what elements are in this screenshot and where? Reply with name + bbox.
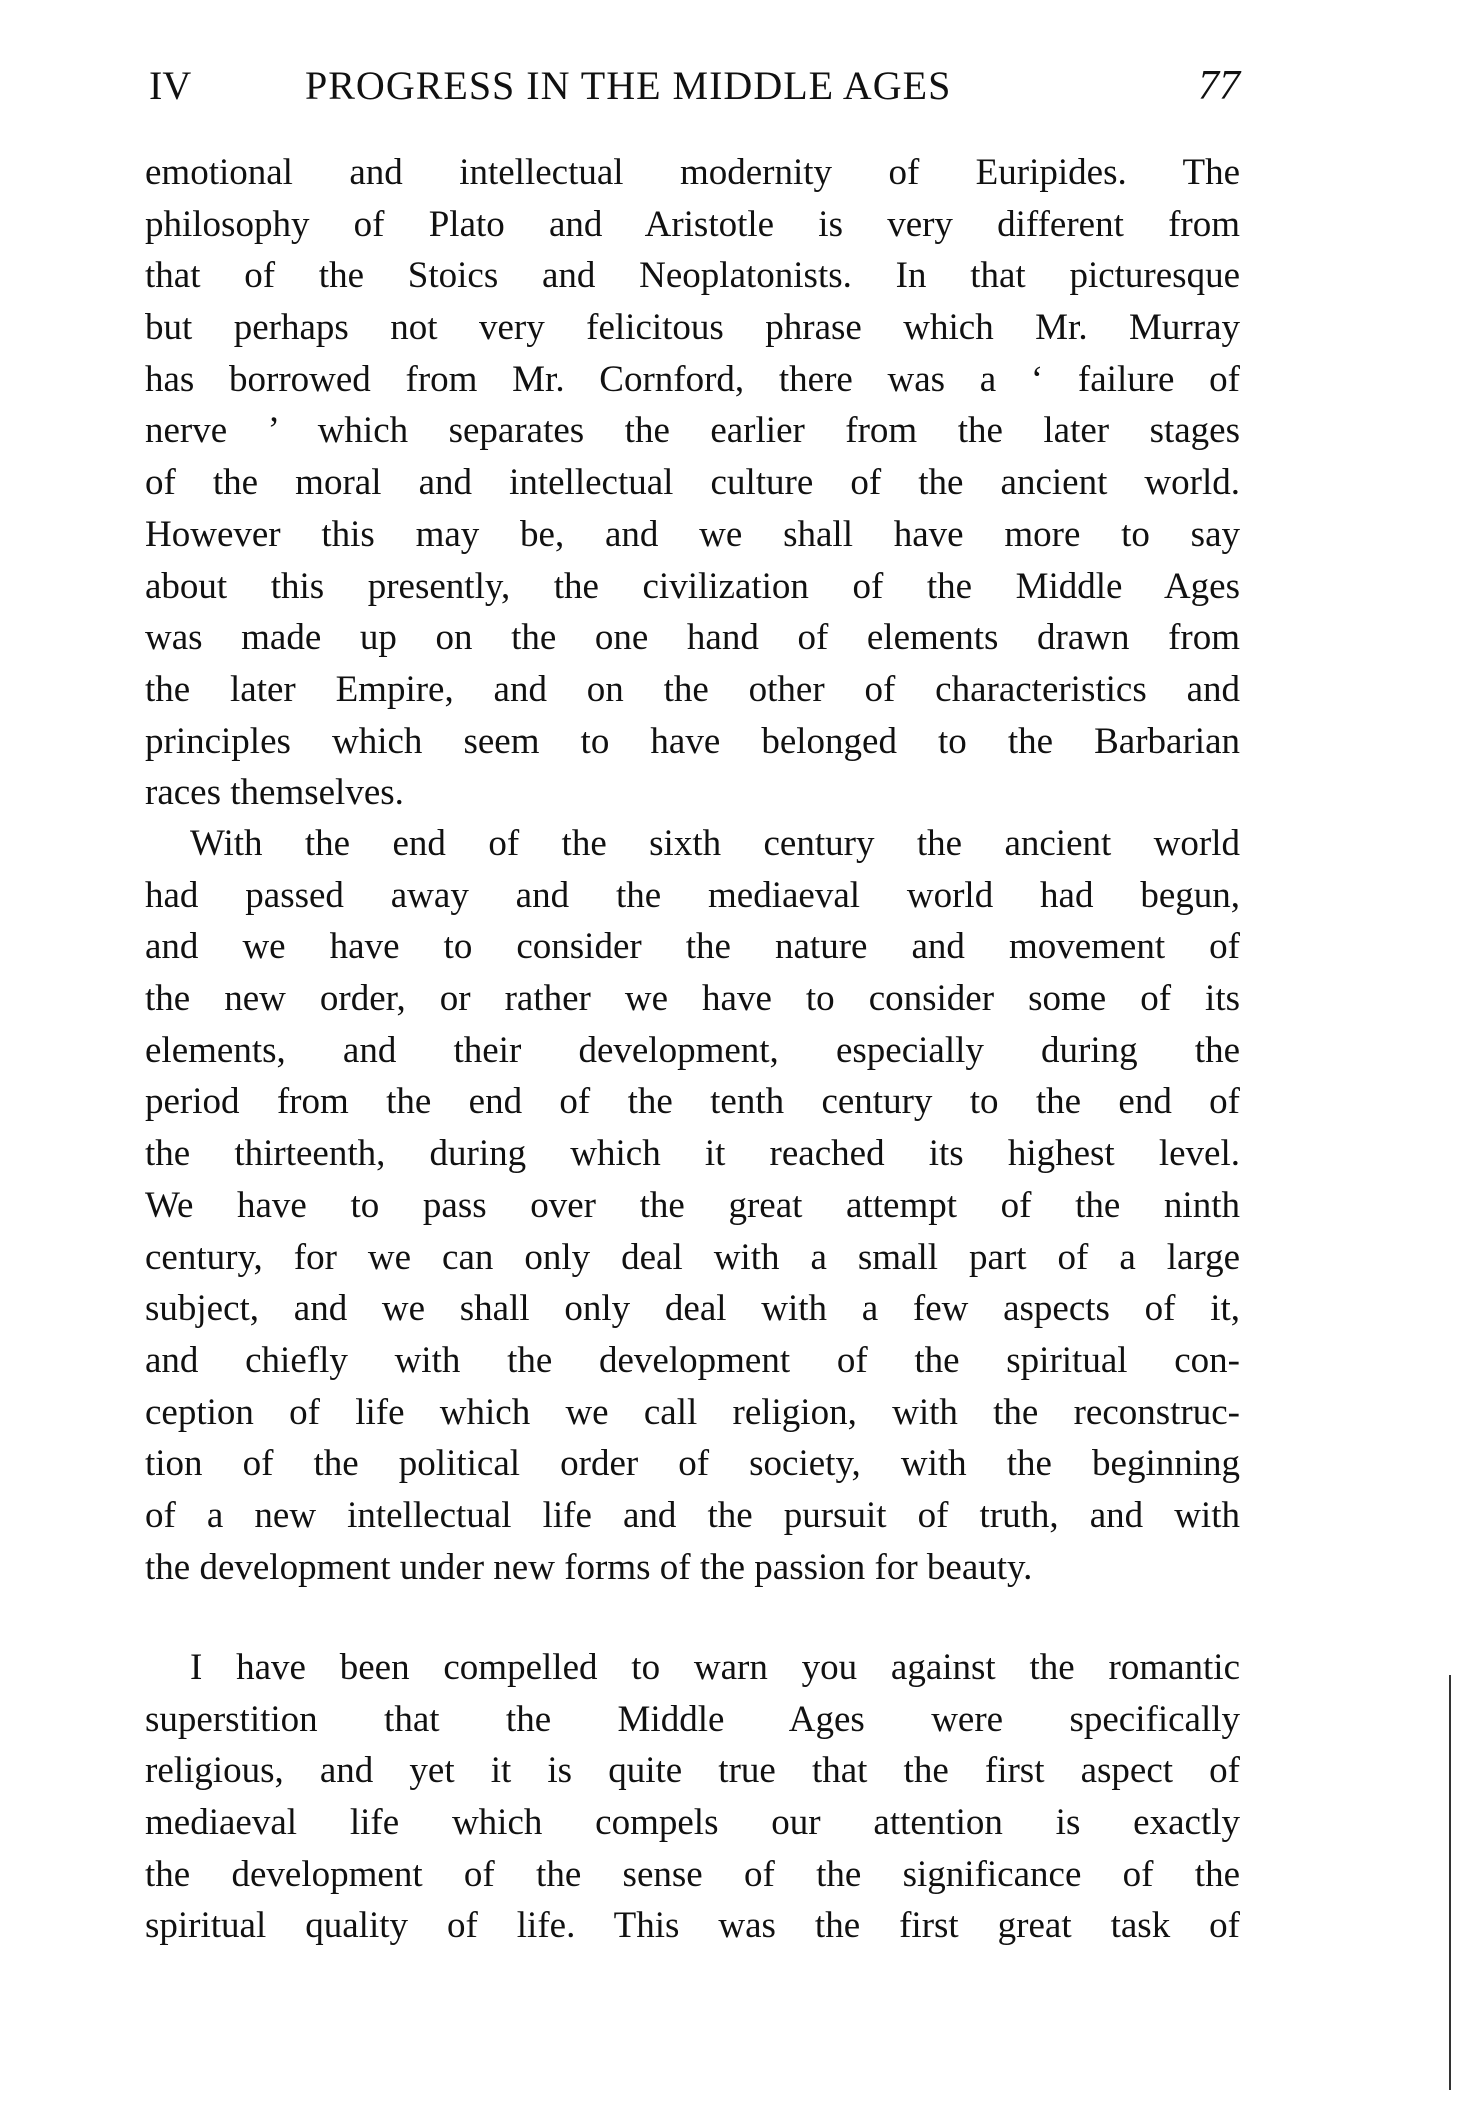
- text-line: of a new intellectual life and the pursuit of truth, and with: [145, 1494, 1240, 1536]
- text-line: races themselves.: [145, 772, 404, 814]
- text-line: of the moral and intellectual culture of the ancient world.: [145, 462, 1240, 504]
- text-line: However this may be, and we shall have more to say: [145, 513, 1240, 555]
- text-line: With the end of the sixth century the ancient world: [190, 823, 1240, 864]
- text-line: tion of the political order of society, with the beginning: [145, 1443, 1240, 1485]
- text-line: the thirteenth, during which it reached its highest level.: [145, 1133, 1240, 1175]
- text-line: I have been compelled to warn you against the romantic: [190, 1647, 1240, 1688]
- text-line: philosophy of Plato and Aristotle is very different from: [145, 203, 1240, 245]
- text-line: period from the end of the tenth century to the end of: [145, 1081, 1240, 1123]
- text-line: was made up on the one hand of elements drawn from: [145, 617, 1240, 659]
- running-header: [145, 62, 1240, 122]
- text-line: about this presently, the civilization of the Middle Ages: [145, 565, 1240, 607]
- text-line: subject, and we shall only deal with a few aspects of it,: [145, 1288, 1240, 1330]
- text-line: century, for we can only deal with a small part of a large: [145, 1236, 1240, 1278]
- text-line: religious, and yet it is quite true that the first aspect of: [145, 1750, 1240, 1792]
- text-line: mediaeval life which compels our attention is exactly: [145, 1802, 1240, 1844]
- paragraph-1: [145, 147, 1240, 819]
- paragraph-2: [145, 818, 1240, 1593]
- running-title: PROGRESS IN THE MIDDLE AGES: [305, 63, 952, 108]
- text-line: had passed away and the mediaeval world had begun,: [145, 874, 1240, 916]
- text-line: ception of life which we call religion, with the reconstruc-: [145, 1391, 1240, 1433]
- text-line: nerve ’ which separates the earlier from the later stages: [145, 410, 1240, 452]
- text-line: We have to pass over the great attempt of the ninth: [145, 1184, 1240, 1226]
- text-line: emotional and intellectual modernity of Euripides. The: [145, 152, 1240, 193]
- text-line: superstition that the Middle Ages were specifically: [145, 1698, 1240, 1740]
- text-line: but perhaps not very felicitous phrase which Mr. Murray: [145, 307, 1240, 349]
- text-line: principles which seem to have belonged to the Barbarian: [145, 720, 1240, 762]
- text-line: that of the Stoics and Neoplatonists. In that picturesque: [145, 255, 1240, 297]
- text-line: spiritual quality of life. This was the first great task of: [145, 1905, 1240, 1947]
- text-line: elements, and their development, especially during the: [145, 1029, 1240, 1071]
- text-line: the development under new forms of the passion for beauty.: [145, 1546, 1033, 1588]
- text-line: and chiefly with the development of the spiritual con-: [145, 1339, 1240, 1381]
- chapter-number: IV: [149, 63, 192, 108]
- text-line: the later Empire, and on the other of characteristics and: [145, 668, 1240, 710]
- page-number: 77: [1198, 63, 1240, 109]
- paragraph-3: [145, 1642, 1240, 1952]
- text-line: has borrowed from Mr. Cornford, there was a ‘ failure of: [145, 358, 1240, 400]
- scan-edge-line: [1449, 1675, 1451, 2090]
- text-line: and we have to consider the nature and movement of: [145, 926, 1240, 968]
- text-line: the development of the sense of the significance of the: [145, 1853, 1240, 1895]
- text-line: the new order, or rather we have to consider some of its: [145, 978, 1240, 1020]
